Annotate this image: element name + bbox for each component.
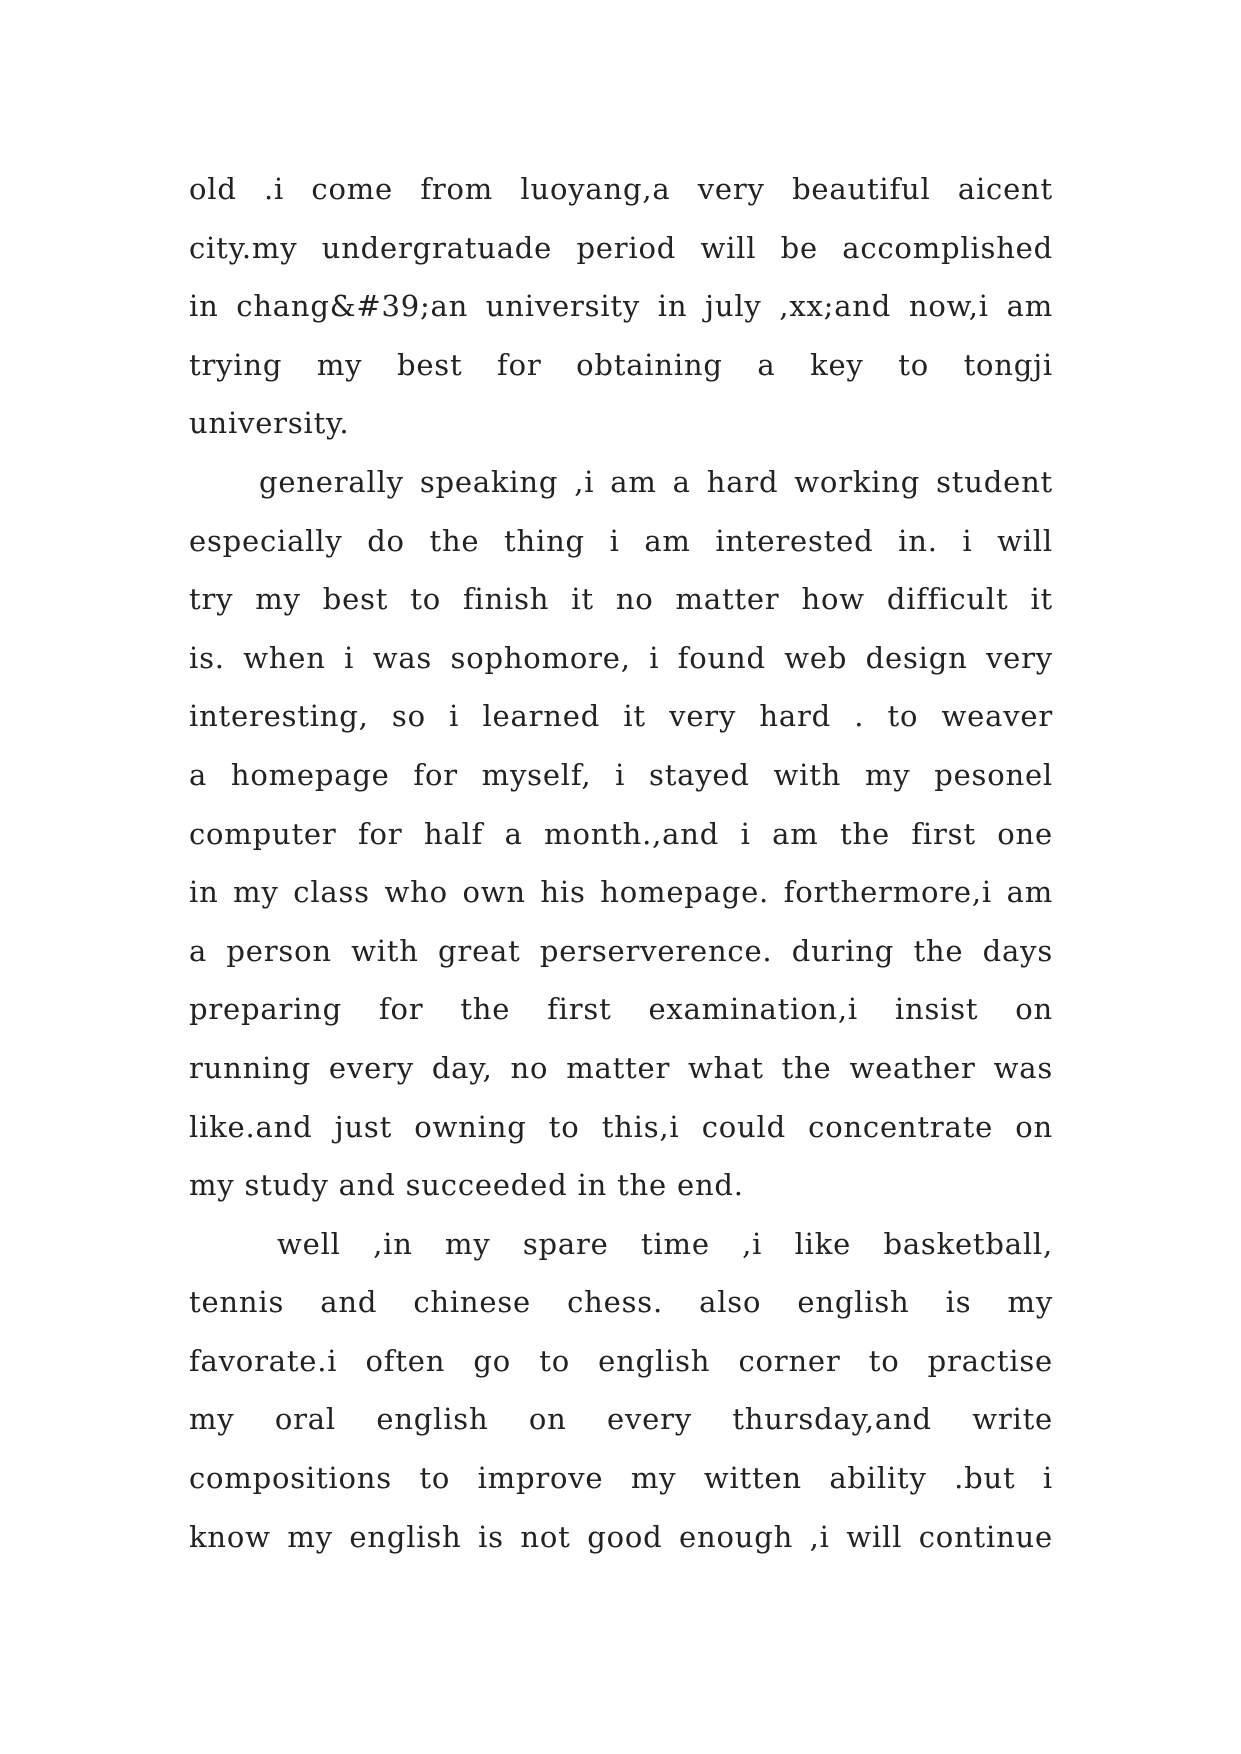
- text-line: city.my undergratuade period will be accomplished: [189, 230, 1053, 265]
- text-line: compositions to improve my witten ability .but i: [189, 1461, 1053, 1496]
- text-line: running every day, no matter what the weather was: [189, 1050, 1053, 1085]
- paragraph-first-line: well ,in my spare time ,i like basketball,: [277, 1226, 1053, 1261]
- text-line: like.and just owning to this,i could concentrate on: [189, 1109, 1053, 1144]
- text-line: interesting, so i learned it very hard . to weaver: [189, 699, 1053, 734]
- text-line: university.: [189, 406, 350, 441]
- text-line: in my class who own his homepage. forthermore,i am: [189, 875, 1053, 910]
- text-line: preparing for the first examination,i insist on: [189, 992, 1053, 1027]
- text-line: in chang&#39;an university in july ,xx;and now,i am: [189, 289, 1053, 324]
- paragraph-first-line: generally speaking ,i am a hard working student: [259, 464, 1053, 499]
- text-line: know my english is not good enough ,i will continue: [189, 1519, 1053, 1554]
- text-line: a homepage for myself, i stayed with my pesonel: [189, 757, 1053, 792]
- body-text: [189, 160, 1053, 1566]
- text-line: try my best to finish it no matter how difficult it: [189, 582, 1053, 617]
- text-line: computer for half a month.,and i am the first one: [189, 816, 1053, 851]
- text-line: old .i come from luoyang,a very beautiful aicent: [189, 172, 1053, 206]
- text-line: is. when i was sophomore, i found web design very: [189, 640, 1053, 675]
- text-line: trying my best for obtaining a key to tongji: [189, 347, 1053, 382]
- text-line: my study and succeeded in the end.: [189, 1168, 744, 1203]
- text-line: especially do the thing i am interested in. i will: [189, 523, 1053, 558]
- text-line: my oral english on every thursday,and write: [189, 1402, 1053, 1437]
- text-line: favorate.i often go to english corner to practise: [189, 1343, 1053, 1378]
- text-line: a person with great perserverence. during the days: [189, 933, 1053, 968]
- text-line: tennis and chinese chess. also english is my: [189, 1285, 1053, 1320]
